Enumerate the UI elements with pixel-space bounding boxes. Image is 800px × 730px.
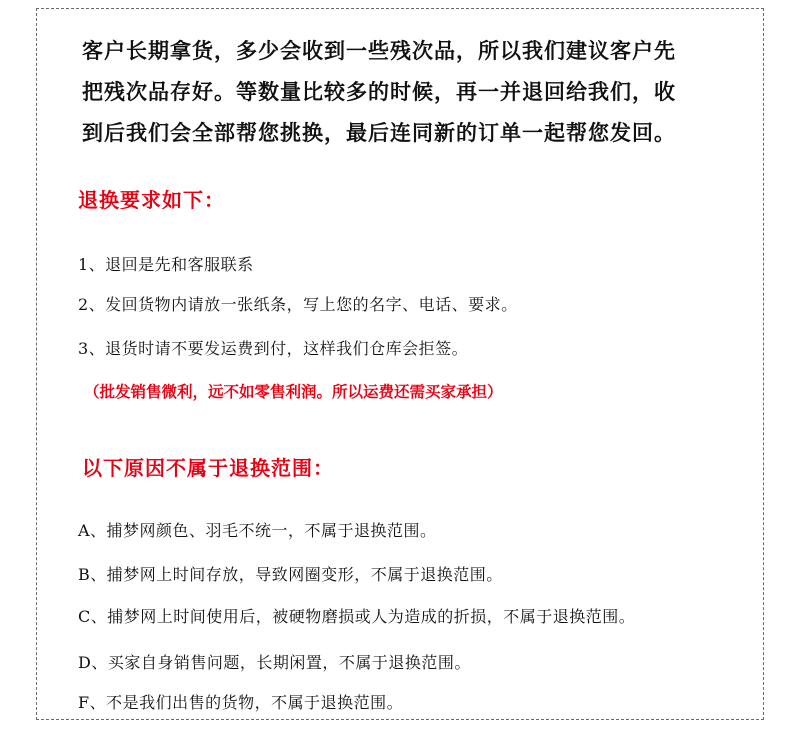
- exclusion-item-c: C、捕梦网上时间使用后，被硬物磨损或人为造成的折损，不属于退换范围。: [78, 607, 636, 626]
- exclusion-item-b: B、捕梦网上时间存放，导致网圈变形，不属于退换范围。: [78, 565, 503, 584]
- exclusion-item-a: A、捕梦网颜色、羽毛不统一，不属于退换范围。: [78, 521, 437, 540]
- exclusions-heading: 以下原因不属于退换范围：: [82, 456, 334, 480]
- exclusion-item-d: D、买家自身销售问题，长期闲置，不属于退换范围。: [78, 653, 471, 672]
- intro-paragraph: [82, 30, 722, 153]
- exclusion-item-f: F、不是我们出售的货物，不属于退换范围。: [78, 693, 404, 712]
- shipping-cost-note: （批发销售微利，远不如零售利润。所以运费还需买家承担）: [84, 382, 503, 401]
- requirement-item-1: 1、退回是先和客服联系: [78, 255, 254, 274]
- requirement-item-3: 3、退货时请不要发运费到付，这样我们仓库会拒签。: [78, 339, 469, 358]
- requirements-heading: 退换要求如下：: [78, 188, 225, 212]
- intro-line-1: 客户长期拿货，多少会收到一些残次品，所以我们建议客户先: [82, 38, 676, 63]
- requirement-item-2: 2、发回货物内请放一张纸条，写上您的名字、电话、要求。: [78, 295, 518, 314]
- intro-line-2: 把残次品存好。等数量比较多的时候，再一并退回给我们，收: [82, 79, 676, 104]
- intro-line-3: 到后我们会全部帮您挑换，最后连同新的订单一起帮您发回。: [82, 120, 676, 145]
